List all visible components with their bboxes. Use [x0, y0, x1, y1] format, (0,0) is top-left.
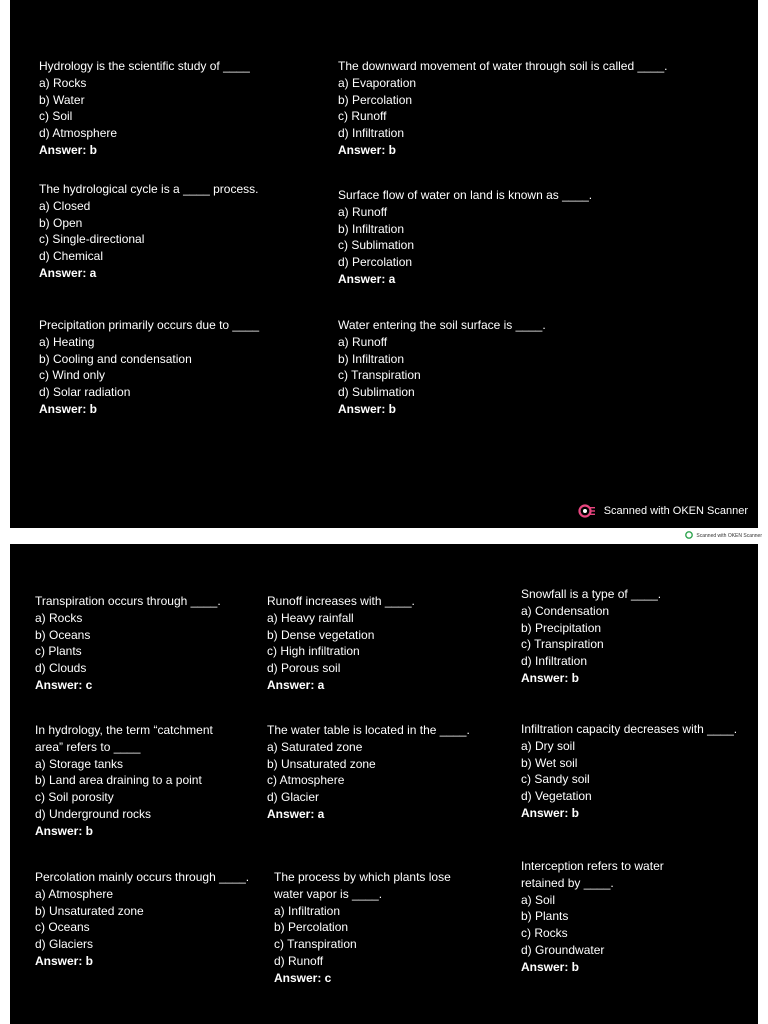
- option-a: a) Condensation: [521, 603, 610, 618]
- option-c: c) Transpiration: [274, 937, 357, 952]
- option-c: c) Plants: [35, 644, 82, 659]
- question-block: [274, 869, 479, 987]
- option-b: b) Unsaturated zone: [267, 756, 376, 771]
- option-b: b) Infiltration: [338, 351, 405, 366]
- small-scanner-watermark: [685, 531, 762, 541]
- oken-scanner-logo-icon: [578, 504, 596, 518]
- answer-text: Answer: b: [338, 401, 397, 416]
- question-block: [267, 722, 470, 823]
- answer-text: Answer: b: [39, 142, 98, 157]
- option-d: d) Percolation: [338, 255, 413, 270]
- option-d: d) Porous soil: [267, 661, 341, 676]
- option-d: d) Vegetation: [521, 789, 592, 804]
- question-text: In hydrology, the term “catchment area” refers to ____: [35, 723, 213, 754]
- question-block: [35, 869, 249, 970]
- question-block: [338, 58, 668, 159]
- question-text: Interception refers to water retained by ____.: [521, 859, 664, 890]
- option-c: c) Runoff: [338, 109, 387, 124]
- option-b: b) Cooling and condensation: [39, 351, 192, 366]
- option-c: c) High infiltration: [267, 644, 360, 659]
- answer-text: Answer: b: [39, 401, 98, 416]
- question-block: [39, 181, 258, 282]
- question-block: [35, 593, 221, 694]
- option-c: c) Atmosphere: [267, 773, 345, 788]
- question-text: Snowfall is a type of ____.: [521, 587, 662, 601]
- question-text: Infiltration capacity decreases with ____.: [521, 722, 738, 736]
- option-c: c) Rocks: [521, 926, 568, 941]
- scanner-watermark-label: Scanned with OKEN Scanner: [603, 505, 748, 517]
- answer-text: Answer: c: [274, 970, 332, 985]
- option-d: d) Infiltration: [338, 126, 405, 141]
- option-c: c) Oceans: [35, 920, 90, 935]
- question-block: [338, 317, 546, 418]
- option-a: a) Rocks: [39, 75, 87, 90]
- option-c: c) Transpiration: [338, 368, 421, 383]
- question-text: Runoff increases with ____.: [267, 594, 415, 608]
- small-scanner-watermark-label: Scanned with OKEN Scanner: [696, 533, 762, 539]
- option-b: b) Oceans: [35, 627, 91, 642]
- option-d: d) Chemical: [39, 249, 104, 264]
- question-block: [521, 586, 661, 687]
- option-a: a) Closed: [39, 198, 91, 213]
- option-d: d) Clouds: [35, 661, 87, 676]
- option-a: a) Infiltration: [274, 903, 341, 918]
- answer-text: Answer: b: [521, 805, 580, 820]
- answer-text: Answer: b: [35, 823, 94, 838]
- option-a: a) Runoff: [338, 204, 388, 219]
- question-block: [35, 722, 240, 840]
- question-block: [338, 187, 592, 288]
- option-b: b) Infiltration: [338, 221, 405, 236]
- option-a: a) Saturated zone: [267, 739, 363, 754]
- question-block: [267, 593, 415, 694]
- option-b: b) Unsaturated zone: [35, 903, 144, 918]
- option-c: c) Transpiration: [521, 637, 604, 652]
- answer-text: Answer: b: [35, 953, 94, 968]
- option-d: d) Glaciers: [35, 937, 94, 952]
- option-a: a) Storage tanks: [35, 756, 124, 771]
- option-b: b) Open: [39, 215, 83, 230]
- question-text: Percolation mainly occurs through ____.: [35, 870, 250, 884]
- question-text: The hydrological cycle is a ____ process.: [39, 182, 259, 196]
- scanned-page-2: [10, 544, 758, 1024]
- answer-text: Answer: a: [267, 806, 325, 821]
- question-text: The water table is located in the ____.: [267, 723, 470, 737]
- option-a: a) Heavy rainfall: [267, 610, 354, 625]
- option-c: c) Sublimation: [338, 238, 415, 253]
- answer-text: Answer: a: [267, 677, 325, 692]
- option-b: b) Dense vegetation: [267, 627, 375, 642]
- question-text: Surface flow of water on land is known as ____.: [338, 188, 593, 202]
- option-b: b) Wet soil: [521, 755, 578, 770]
- option-c: c) Wind only: [39, 368, 106, 383]
- answer-text: Answer: b: [521, 670, 580, 685]
- option-a: a) Atmosphere: [35, 886, 114, 901]
- option-c: c) Single-directional: [39, 232, 145, 247]
- answer-text: Answer: a: [39, 265, 97, 280]
- option-b: b) Land area draining to a point: [35, 773, 202, 788]
- question-block: [521, 721, 737, 822]
- option-d: d) Groundwater: [521, 942, 605, 957]
- option-a: a) Dry soil: [521, 738, 576, 753]
- option-b: b) Percolation: [338, 92, 413, 107]
- question-text: Water entering the soil surface is ____.: [338, 318, 546, 332]
- option-d: d) Solar radiation: [39, 385, 131, 400]
- option-b: b) Water: [39, 92, 85, 107]
- question-text: The downward movement of water through soil is called ____.: [338, 59, 668, 73]
- answer-text: Answer: a: [338, 271, 396, 286]
- option-a: a) Runoff: [338, 334, 388, 349]
- option-d: d) Underground rocks: [35, 806, 152, 821]
- option-c: c) Soil porosity: [35, 790, 114, 805]
- option-d: d) Runoff: [274, 953, 324, 968]
- option-b: b) Precipitation: [521, 620, 602, 635]
- question-block: [521, 858, 701, 976]
- option-a: a) Soil: [521, 892, 556, 907]
- scanner-watermark: [578, 504, 748, 518]
- option-d: d) Infiltration: [521, 654, 588, 669]
- question-text: Hydrology is the scientific study of ____: [39, 59, 250, 73]
- option-d: d) Glacier: [267, 790, 320, 805]
- option-a: a) Evaporation: [338, 75, 417, 90]
- question-text: Transpiration occurs through ____.: [35, 594, 221, 608]
- question-block: [39, 317, 259, 418]
- option-c: c) Sandy soil: [521, 772, 590, 787]
- question-text: The process by which plants lose water vapor is ____.: [274, 870, 451, 901]
- option-d: d) Atmosphere: [39, 126, 118, 141]
- option-b: b) Plants: [521, 909, 569, 924]
- question-text: Precipitation primarily occurs due to ____: [39, 318, 260, 332]
- answer-text: Answer: b: [338, 142, 397, 157]
- answer-text: Answer: c: [35, 677, 93, 692]
- option-a: a) Rocks: [35, 610, 83, 625]
- question-block: [39, 58, 250, 159]
- option-b: b) Percolation: [274, 920, 349, 935]
- oken-scanner-logo-icon: [685, 531, 693, 541]
- option-d: d) Sublimation: [338, 385, 415, 400]
- scanned-page-1: [10, 0, 758, 528]
- answer-text: Answer: b: [521, 959, 580, 974]
- option-c: c) Soil: [39, 109, 73, 124]
- option-a: a) Heating: [39, 334, 95, 349]
